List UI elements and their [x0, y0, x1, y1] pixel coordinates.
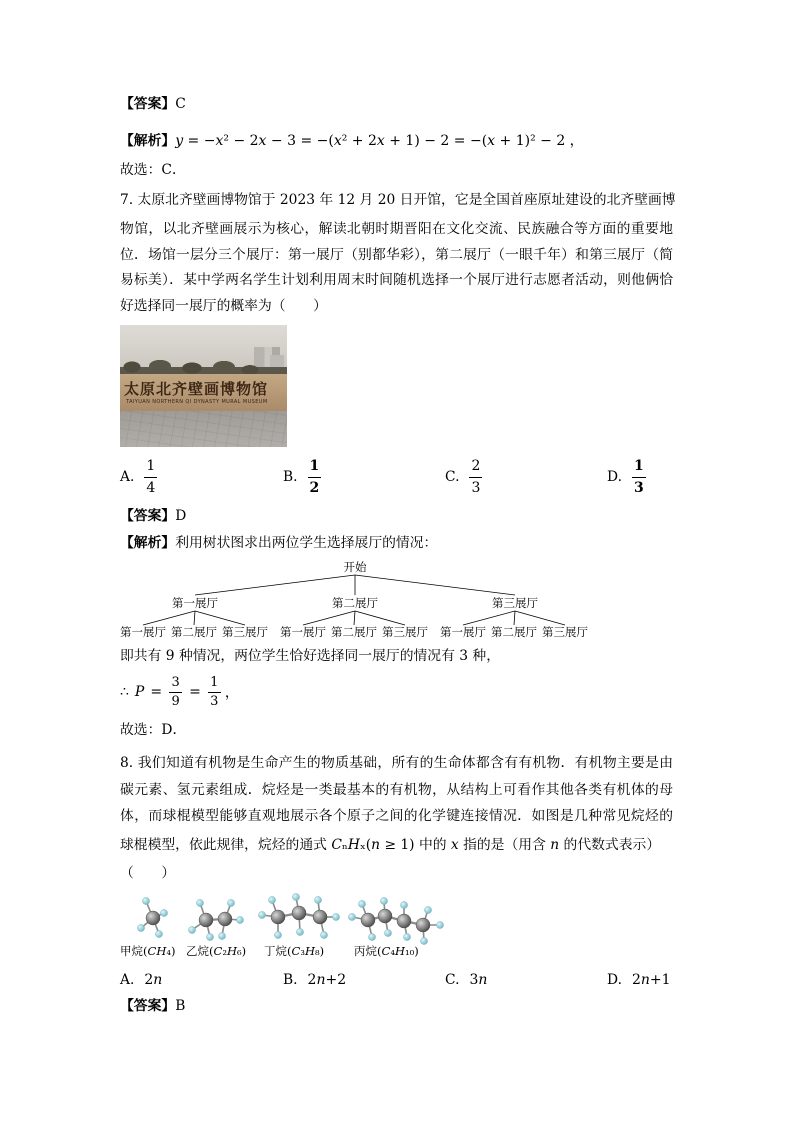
math-variable: x [333, 133, 342, 149]
museum-sign [120, 374, 287, 412]
option-fraction [144, 456, 157, 499]
q8-text-line: 碳元素、氢元素组成．烷烃是一类最基本的有机物，从结构上可看作其他各类有机体的母 [120, 782, 673, 798]
carbon-atom [292, 906, 306, 920]
carbon-atom [397, 914, 411, 928]
carbon-atom [313, 910, 327, 924]
option-value: 2n+1 [631, 972, 671, 988]
q8-answer-line [120, 996, 185, 1016]
prev-analysis-line [120, 130, 584, 152]
q7-answer-line [120, 506, 186, 526]
math-variable: H [394, 944, 405, 958]
fraction-denominator: 4 [146, 479, 156, 496]
tree-leaf: 第一展厅 [440, 625, 486, 639]
math-variable: C [381, 944, 391, 958]
hydrogen-atom [155, 930, 162, 937]
tree-leaf: 第三展厅 [382, 625, 428, 639]
fraction-numerator: 1 [208, 674, 221, 693]
tree-leaf: 第三展厅 [222, 625, 268, 639]
math-variable: C [331, 837, 342, 853]
q7-text-line: 物馆，以北齐壁画展示为核心，解读北朝时期晋阳在文化交流、民族融合等方面的重要地 [120, 221, 673, 237]
museum-photo [120, 325, 287, 447]
hydrogen-atom [403, 933, 410, 940]
tree-branch-line [515, 611, 565, 625]
carbon-atom [199, 913, 213, 927]
hydrogen-atom [424, 906, 431, 913]
analysis-label: 【解析】 [120, 535, 176, 551]
math-variable: H [347, 837, 360, 853]
fraction-denominator: 3 [471, 479, 481, 496]
math-variable: x [487, 133, 496, 149]
hydrogen-atom [258, 911, 265, 918]
option-label: A. [120, 469, 135, 485]
hydrogen-atom [188, 926, 195, 933]
q7-conclusion: 故选：D． [120, 722, 187, 738]
q7-text-line: 易标美）．某中学两名学生计划利用周末时间随机选择一个展厅进行志愿者活动，则他俩恰 [120, 272, 673, 288]
math-variable: P [134, 684, 145, 700]
option-label: B. [283, 972, 298, 988]
q8-option-c [445, 958, 487, 1002]
hydrogen-atom [332, 913, 339, 920]
option-fraction [469, 456, 482, 499]
analysis-label: 【解析】 [120, 133, 176, 149]
math-variable: n [371, 837, 381, 853]
q7-text-line: 7. 太原北齐壁画博物馆于 2023 年 12 月 20 日开馆，它是全国首座原址建设的北齐壁画博 [120, 192, 676, 208]
tree-branch-line [143, 611, 195, 625]
carbon-atom [218, 912, 232, 926]
equals-sign: = [189, 684, 201, 700]
hydrogen-atom [400, 901, 407, 908]
option-value: 2n+2 [307, 972, 347, 988]
hydrogen-atom [314, 896, 321, 903]
hydrogen-atom [384, 929, 391, 936]
answer-value: B [175, 998, 186, 1014]
hydrogen-atom [380, 897, 387, 904]
option-value: 2n [144, 972, 163, 988]
hydrogen-atom [142, 897, 149, 904]
hydrogen-atom [236, 916, 243, 923]
option-label: A. [120, 972, 135, 988]
carbon-atom [146, 911, 160, 925]
tree-branch-line [355, 611, 405, 625]
tree-node-level1: 第一展厅 [172, 596, 218, 610]
math-variable: y [175, 133, 184, 149]
tree-node-level1: 第二展厅 [332, 596, 378, 610]
answer-value: D [175, 508, 187, 524]
fraction-numerator: 1 [308, 456, 322, 478]
math-variable: H [226, 944, 237, 958]
molecule-label-c3: 丁烷(C₃H₈) [264, 944, 325, 958]
option-label: D. [607, 469, 622, 485]
math-variable: n [478, 972, 488, 988]
hydrogen-atom [320, 931, 327, 938]
therefore-symbol: ∴ [120, 684, 129, 700]
option-label: B. [283, 469, 298, 485]
tree-labels [120, 560, 588, 639]
math-variable: x [376, 133, 385, 149]
hydrogen-atom [348, 913, 355, 920]
q8-option-d [607, 958, 671, 1002]
analysis-formula: y = −x² − 2x − 3 = −(x² + 2x + 1) − 2 = −(x + 1)² − 2 ， [175, 133, 584, 149]
q7-option-a [120, 455, 157, 499]
tree-leaf: 第二展厅 [331, 625, 377, 639]
tree-branch-line [194, 611, 195, 625]
tree-leaf: 第一展厅 [120, 625, 166, 639]
math-variable: H [304, 944, 315, 958]
q8-text-line: 体，而球棍模型能够直观地展示各个原子之间的化学键连接情况．如图是几种常见烷烃的 [120, 808, 673, 824]
q8-text-line: （ ） [120, 865, 176, 881]
hydrogen-atom [206, 933, 213, 940]
hydrogen-atom [196, 899, 203, 906]
hydrogen-atom [296, 928, 303, 935]
ball-and-stick-models [110, 885, 450, 947]
math-variable: n [640, 972, 650, 988]
sign-english-text: TAIYUAN NORTHERN QI DYNASTY MURAL MUSEUM [126, 399, 268, 405]
prev-conclusion: 故选：C． [120, 162, 186, 178]
carbon-atom [378, 909, 392, 923]
hydrogen-atom [160, 909, 167, 916]
tree-leaf: 第三展厅 [542, 625, 588, 639]
math-variable: n [316, 972, 326, 988]
carbon-atom [361, 913, 375, 927]
carbon-atom [416, 918, 430, 932]
fraction-numerator: 2 [469, 456, 482, 478]
answer-label: 【答案】 [120, 96, 176, 112]
tree-branch-line [195, 611, 245, 625]
q7-option-b [283, 455, 321, 499]
math-variable: C [147, 944, 157, 958]
option-fraction [308, 456, 322, 499]
equals-sign: = [150, 684, 163, 700]
probability-fraction [169, 674, 182, 711]
molecule-label-methane: 甲烷(CH₄) [120, 944, 176, 958]
fraction-numerator: 1 [144, 456, 157, 478]
math-variable: H [156, 944, 167, 958]
fraction-denominator: 2 [309, 479, 320, 496]
q7-option-d [607, 455, 646, 499]
molecule-label-ethane: 乙烷(C₂H₆) [186, 944, 247, 958]
hydrogen-atom [137, 924, 144, 931]
fraction-denominator: 3 [210, 693, 219, 709]
hydrogen-atom [268, 896, 275, 903]
tree-branch-line [303, 611, 355, 625]
q8-text-line: 8. 我们知道有机物是生命产生的物质基础，所有的生命体都含有有机物．有机物主要是由 [120, 755, 673, 771]
q7-option-c [445, 455, 482, 499]
hydrogen-atom [274, 931, 281, 938]
math-variable: x [450, 837, 459, 853]
tree-root: 开始 [343, 560, 367, 574]
probability-variable [135, 684, 144, 700]
q7-count-text: 即共有 9 种情况，两位学生恰好选择同一展厅的情况有 3 种， [120, 648, 501, 664]
hydrogen-atom [436, 921, 443, 928]
option-fraction [632, 456, 646, 499]
option-label: C. [445, 469, 460, 485]
tree-branch-line [463, 611, 515, 625]
fraction-numerator: 3 [169, 674, 182, 693]
tree-branch-line [514, 611, 515, 625]
fraction-numerator: 1 [632, 456, 646, 478]
option-label: D. [607, 972, 622, 988]
hydrogen-atom [292, 893, 299, 900]
answer-label: 【答案】 [120, 508, 176, 524]
tree-node-level1: 第三展厅 [492, 596, 538, 610]
q7-analysis-line [120, 533, 437, 553]
fraction-denominator: 3 [633, 479, 644, 496]
comma: ， [224, 685, 239, 701]
molecule-label-c4: 丙烷(C₄H₁₀) [354, 944, 419, 958]
hydrogen-atom [368, 933, 375, 940]
prev-answer-line [120, 94, 186, 114]
tree-branch-line [195, 575, 355, 595]
q8-text-line: 球棍模型，依此规律，烷烃的通式 CₙHₓ(n ≥ 1) 中的 x 指的是（用含 n 的代数式表示） [120, 837, 661, 853]
fraction-denominator: 9 [171, 693, 180, 709]
hydrogen-atom [420, 937, 427, 944]
carbon-atom [271, 910, 285, 924]
probability-line [120, 672, 239, 712]
math-variable: C [291, 944, 301, 958]
tree-branch-line [354, 611, 355, 625]
tree-branch-line [355, 575, 515, 595]
hydrogen-atom [218, 932, 225, 939]
option-label: C. [445, 972, 460, 988]
probability-fraction [208, 674, 221, 711]
photo-pavement [120, 411, 287, 447]
tree-diagram [110, 556, 600, 642]
math-variable: C [213, 944, 223, 958]
q7-text-line: 好选择同一展厅的概率为（ ） [120, 298, 327, 314]
math-variable: x [215, 133, 224, 149]
math-variable: x [258, 133, 267, 149]
tree-leaf: 第二展厅 [171, 625, 217, 639]
math-variable: n [153, 972, 163, 988]
hydrogen-atom [358, 900, 365, 907]
analysis-text: 利用树状图求出两位学生选择展厅的情况： [175, 535, 438, 551]
answer-value: C [175, 96, 186, 112]
hydrogen-atom [227, 899, 234, 906]
tree-leaf: 第一展厅 [280, 625, 326, 639]
q7-text-line: 位．场馆一层分三个展厅：第一展厅（别都华彩），第二展厅（一眼千年）和第三展厅（简 [120, 247, 673, 263]
q8-option-b [283, 958, 346, 1002]
option-value: 3n [469, 972, 488, 988]
tree-leaf: 第二展厅 [491, 625, 537, 639]
answer-label: 【答案】 [120, 998, 176, 1014]
sign-chinese-text: 太原北齐壁画博物馆 [124, 380, 269, 398]
math-variable: n [550, 837, 560, 853]
